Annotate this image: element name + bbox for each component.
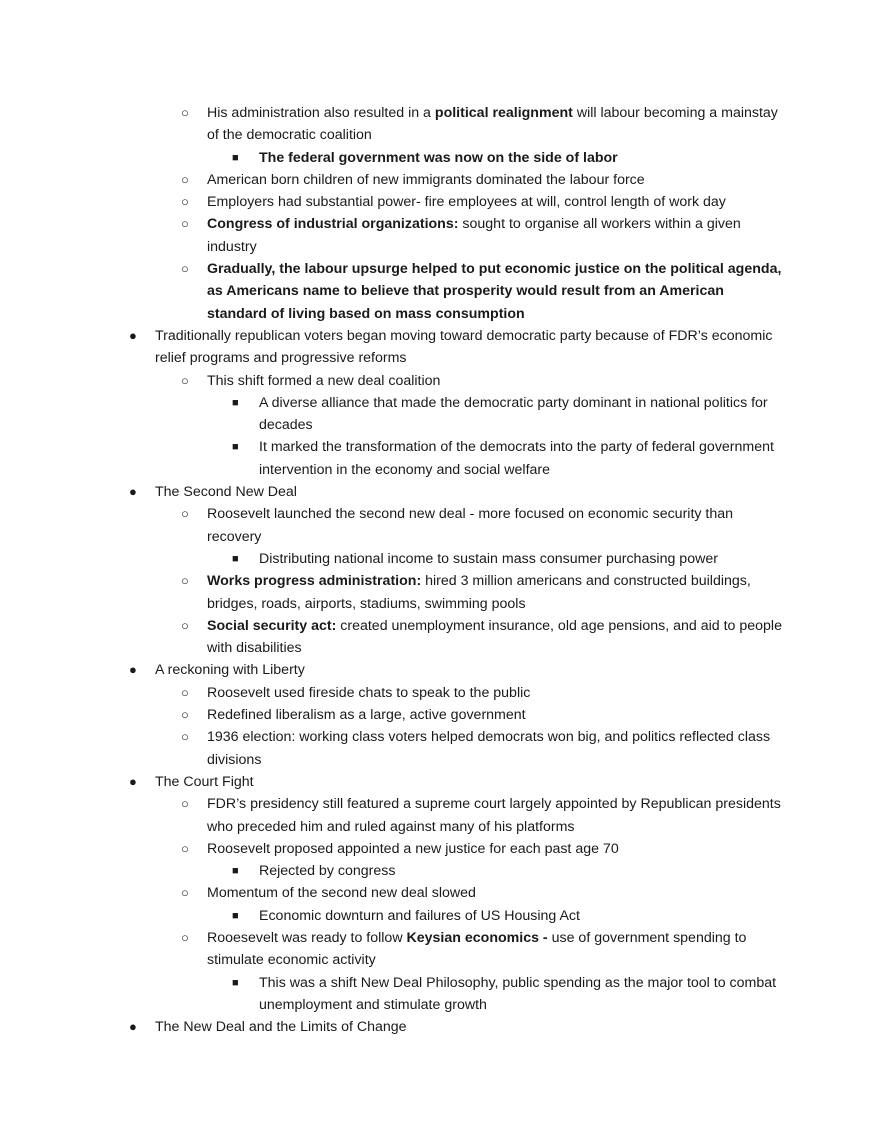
item-text: Economic downturn and failures of US Housing Act (259, 907, 580, 924)
outline-item-level-1 (0, 481, 780, 503)
outline-item-level-2 (0, 213, 782, 258)
bold-text: Gradually, the labour upsurge helped to put economic justice on the political agenda, as Americans name to believe that prosperity would result from an American standard of living based on mass consumption (207, 261, 782, 322)
outline-item-level-3 (0, 436, 779, 481)
item-text: The New Deal and the Limits of Change (155, 1019, 407, 1036)
item-text: Momentum of the second new deal slowed (207, 885, 476, 902)
outline-item-level-1 (0, 1016, 780, 1038)
outline-item-level-2 (0, 927, 782, 972)
outline-item-level-2 (0, 682, 782, 704)
outline-item-level-3 (0, 392, 779, 437)
item-text: Distributing national income to sustain mass consumer purchasing power (259, 550, 718, 567)
outline-item-level-2 (0, 503, 782, 548)
outline-item-level-2 (0, 838, 782, 860)
bullet-marker: ■ (232, 552, 239, 565)
item-text: hired 3 million americans and constructed buildings, bridges, roads, airports, stadiums, swimming pools (207, 573, 751, 612)
document-notes (0, 102, 880, 1038)
outline-item-level-1 (0, 325, 780, 370)
outline-item-level-3 (0, 548, 779, 570)
item-text: use of government spending to stimulate economic activity (207, 929, 747, 969)
outline-item-level-2 (0, 570, 782, 615)
bullet-marker: ○ (181, 684, 189, 700)
bullet-marker: ● (129, 773, 137, 789)
bold-text: political realignment (434, 105, 573, 121)
bullet-marker: ■ (232, 976, 239, 989)
bullet-marker: ● (129, 662, 137, 678)
item-text: Redefined liberalism as a large, active government (207, 707, 526, 724)
item-text: American born children of new immigrants dominated the labour force (207, 171, 645, 188)
item-text: Roosevelt used fireside chats to speak to the public (207, 684, 531, 701)
item-text: A diverse alliance that made the democratic party dominant in national politics for decades (259, 394, 768, 434)
outline-item-level-1 (0, 771, 780, 793)
outline-item-level-3 (0, 972, 779, 1017)
outline-item-level-3 (0, 860, 779, 882)
bullet-marker: ○ (181, 929, 189, 945)
item-text: This was a shift New Deal Philosophy, public spending as the major tool to combat unemployment and stimulate growth (259, 974, 777, 1013)
bullet-marker: ● (129, 327, 137, 343)
outline-item-level-2 (0, 258, 782, 325)
item-text: Roosevelt proposed appointed a new justice for each past age 70 (207, 840, 619, 857)
bullet-marker: ○ (181, 617, 189, 633)
item-text: His administration also resulted in a (207, 105, 435, 121)
item-text: created unemployment insurance, old age pensions, and aid to people with disabilities (207, 617, 782, 657)
bullet-marker: ○ (181, 372, 189, 388)
item-text: Rejected by congress (259, 863, 396, 880)
bullet-marker: ○ (181, 194, 189, 210)
item-text: It marked the transformation of the democrats into the party of federal government intervention in the economy and social welfare (259, 439, 774, 478)
item-text: 1936 election: working class voters helped democrats won big, and politics reflected class divisions (207, 729, 771, 768)
bullet-marker: ■ (232, 865, 239, 878)
bullet-marker: ■ (232, 151, 239, 164)
bullet-marker: ● (129, 1019, 137, 1035)
item-text: A reckoning with Liberty (155, 662, 305, 679)
bullet-marker: ■ (232, 441, 239, 454)
item-text: The Second New Deal (155, 484, 297, 501)
outline-item-level-2 (0, 615, 782, 660)
outline-item-level-2 (0, 793, 782, 838)
outline-item-level-2 (0, 726, 782, 771)
bullet-marker: ■ (232, 909, 239, 922)
bullet-marker: ○ (181, 840, 189, 856)
bullet-marker: ○ (181, 216, 189, 232)
item-text: This shift formed a new deal coalition (207, 372, 441, 389)
outline-item-level-2 (0, 370, 782, 392)
item-text: will labour becoming a mainstay of the democratic coalition (207, 105, 778, 144)
bullet-marker: ○ (181, 729, 189, 745)
bullet-marker: ● (129, 484, 137, 500)
outline-item-level-3 (0, 147, 779, 169)
bold-text: Congress of industrial organizations: (207, 216, 459, 233)
bullet-marker: ○ (181, 105, 189, 120)
bullet-marker: ○ (181, 261, 189, 277)
bullet-marker: ○ (181, 885, 189, 901)
outline-item-level-3 (0, 905, 779, 927)
item-text: Roosevelt launched the second new deal - more focused on economic security than recovery (207, 506, 734, 545)
item-text: Rooesevelt was ready to follow (207, 929, 407, 946)
bold-text: The federal government was now on the side of labor (259, 149, 618, 166)
outline-item-level-2 (0, 102, 782, 147)
bullet-marker: ○ (181, 171, 189, 187)
outline-item-level-2 (0, 882, 782, 904)
item-text: sought to organise all workers within a given industry (207, 216, 741, 255)
bold-text: Works progress administration: (207, 573, 422, 590)
item-text: FDR’s presidency still featured a supreme court largely appointed by Republican presidents who preceded him and ruled against many of his platforms (207, 796, 781, 835)
bold-text: Keysian economics - (406, 929, 548, 946)
bullet-marker: ■ (232, 396, 239, 409)
outline-item-level-2 (0, 169, 782, 191)
item-text: Employers had substantial power- fire employees at will, control length of work day (207, 194, 726, 211)
outline-item-level-2 (0, 191, 782, 213)
outline-item-level-2 (0, 704, 782, 726)
bullet-marker: ○ (181, 506, 189, 522)
item-text: The Court Fight (155, 773, 254, 790)
item-text: Traditionally republican voters began moving toward democratic party because of FDR’s economic relief programs and progressive reforms (155, 327, 773, 367)
bold-text: Social security act: (207, 617, 337, 634)
outline-item-level-1 (0, 659, 780, 681)
bullet-marker: ○ (181, 796, 189, 812)
bullet-marker: ○ (181, 573, 189, 589)
bullet-marker: ○ (181, 707, 189, 723)
